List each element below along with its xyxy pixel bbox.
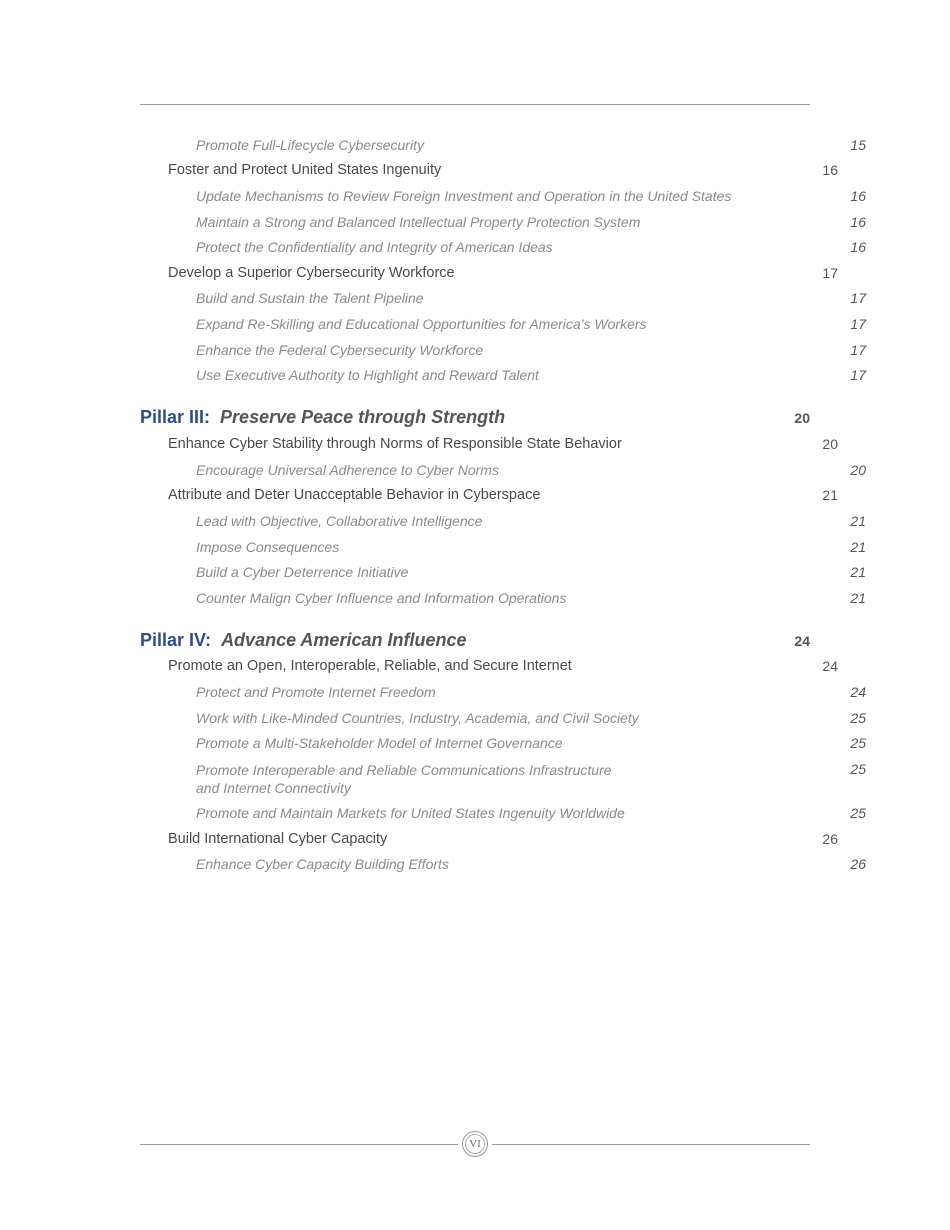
toc-entry-page: 25 <box>850 710 866 726</box>
toc-entry-title: Promote a Multi-Stakeholder Model of Internet Governance <box>196 735 563 751</box>
toc-entry-page: 15 <box>850 137 866 153</box>
page-number: VI <box>469 1138 481 1150</box>
toc-entry-page: 16 <box>850 188 866 204</box>
toc-entry[interactable] <box>140 590 866 606</box>
toc-entry-title: Impose Consequences <box>196 539 340 555</box>
toc-entry-title: Enhance the Federal Cybersecurity Workforce <box>196 342 484 358</box>
toc-entry[interactable] <box>140 342 866 358</box>
page-footer <box>140 1130 810 1160</box>
toc-entry[interactable] <box>140 513 866 529</box>
toc-section[interactable] <box>140 265 838 281</box>
toc-entry[interactable] <box>140 316 866 332</box>
toc-entry[interactable] <box>140 137 866 153</box>
pillar-name: Preserve Peace through Strength <box>220 407 506 427</box>
toc-entry-page: 17 <box>850 290 866 306</box>
toc-entry-page: 16 <box>822 162 838 178</box>
pillar-name: Advance American Influence <box>221 630 467 650</box>
pillar-heading <box>140 630 466 651</box>
toc-entry-page: 24 <box>822 658 838 674</box>
toc-entry[interactable] <box>140 564 866 580</box>
toc-section-title: Develop a Superior Cybersecurity Workforce <box>168 265 455 281</box>
toc-entry-page: 17 <box>822 265 838 281</box>
toc-entry-page: 21 <box>822 487 838 503</box>
toc-entry-title: Maintain a Strong and Balanced Intellectual Property Protection System <box>196 214 641 230</box>
toc-entry-page: 20 <box>822 436 838 452</box>
footer-rule-right <box>492 1144 810 1145</box>
toc-entry[interactable] <box>140 539 866 555</box>
toc-entry-title: Encourage Universal Adherence to Cyber Norms <box>196 462 499 478</box>
table-of-contents <box>140 0 866 1230</box>
toc-section-title: Attribute and Deter Unacceptable Behavior in Cyberspace <box>168 487 541 503</box>
toc-section-title: Promote an Open, Interoperable, Reliable, and Secure Internet <box>168 658 572 674</box>
toc-pillar-iii[interactable] <box>140 407 810 428</box>
toc-section-title: Foster and Protect United States Ingenuity <box>168 162 442 178</box>
toc-entry-title-wrap <box>196 761 612 797</box>
toc-entry-page: 21 <box>850 513 866 529</box>
toc-entry-title: Work with Like-Minded Countries, Industry, Academia, and Civil Society <box>196 710 639 726</box>
toc-entry-title: Update Mechanisms to Review Foreign Investment and Operation in the United States <box>196 188 732 204</box>
toc-entry[interactable] <box>140 710 866 726</box>
toc-entry-title: Counter Malign Cyber Influence and Information Operations <box>196 590 567 606</box>
pillar-label: Pillar III: <box>140 407 211 427</box>
toc-section-title: Enhance Cyber Stability through Norms of Responsible State Behavior <box>168 436 622 452</box>
toc-entry[interactable] <box>140 290 866 306</box>
toc-entry-page: 24 <box>794 633 810 649</box>
toc-entry-page: 17 <box>850 342 866 358</box>
toc-entry-title: Protect and Promote Internet Freedom <box>196 684 436 700</box>
toc-entry-title: Protect the Confidentiality and Integrity of American Ideas <box>196 239 553 255</box>
toc-entry-title: Build a Cyber Deterrence Initiative <box>196 564 409 580</box>
toc-entry-page: 25 <box>850 761 866 777</box>
toc-entry[interactable] <box>140 214 866 230</box>
toc-section[interactable] <box>140 436 838 452</box>
toc-entry-page: 16 <box>850 214 866 230</box>
toc-entry-page: 26 <box>822 831 838 847</box>
toc-entry-page: 25 <box>850 735 866 751</box>
toc-entry-page: 20 <box>794 410 810 426</box>
toc-entry-page: 21 <box>850 539 866 555</box>
toc-entry-title: Promote and Maintain Markets for United States Ingenuity Worldwide <box>196 805 625 821</box>
toc-section[interactable] <box>140 487 838 503</box>
toc-entry-page: 20 <box>850 462 866 478</box>
toc-entry-page: 17 <box>850 367 866 383</box>
toc-entry[interactable] <box>140 761 866 797</box>
toc-entry-title: Use Executive Authority to Highlight and Reward Talent <box>196 367 539 383</box>
toc-entry-title: Promote Interoperable and Reliable Communications Infrastructure <box>196 762 612 778</box>
toc-entry[interactable] <box>140 239 866 255</box>
pillar-heading <box>140 407 505 428</box>
toc-entry[interactable] <box>140 735 866 751</box>
toc-entry-page: 26 <box>850 856 866 872</box>
toc-section[interactable] <box>140 162 838 178</box>
toc-entry-title: Expand Re-Skilling and Educational Opportunities for America’s Workers <box>196 316 647 332</box>
toc-entry[interactable] <box>140 856 866 872</box>
toc-entry[interactable] <box>140 367 866 383</box>
toc-entry-page: 24 <box>850 684 866 700</box>
toc-entry-page: 17 <box>850 316 866 332</box>
toc-entry-title: Build and Sustain the Talent Pipeline <box>196 290 424 306</box>
pillar-label: Pillar IV: <box>140 630 212 650</box>
toc-entry-page: 25 <box>850 805 866 821</box>
toc-entry-title: Enhance Cyber Capacity Building Efforts <box>196 856 449 872</box>
toc-entry-page: 16 <box>850 239 866 255</box>
toc-entry[interactable] <box>140 684 866 700</box>
toc-entry-title-continued: and Internet Connectivity <box>196 780 351 796</box>
toc-section-title: Build International Cyber Capacity <box>168 831 388 847</box>
toc-entry-title: Promote Full-Lifecycle Cybersecurity <box>196 137 424 153</box>
toc-entry[interactable] <box>140 805 866 821</box>
toc-entry-title: Lead with Objective, Collaborative Intelligence <box>196 513 483 529</box>
toc-section[interactable] <box>140 831 838 847</box>
toc-entry-page: 21 <box>850 590 866 606</box>
toc-pillar-iv[interactable] <box>140 630 810 651</box>
toc-entry[interactable] <box>140 188 866 204</box>
toc-entry-page: 21 <box>850 564 866 580</box>
footer-rule-left <box>140 1144 458 1145</box>
toc-section[interactable] <box>140 658 838 674</box>
toc-entry[interactable] <box>140 462 866 478</box>
